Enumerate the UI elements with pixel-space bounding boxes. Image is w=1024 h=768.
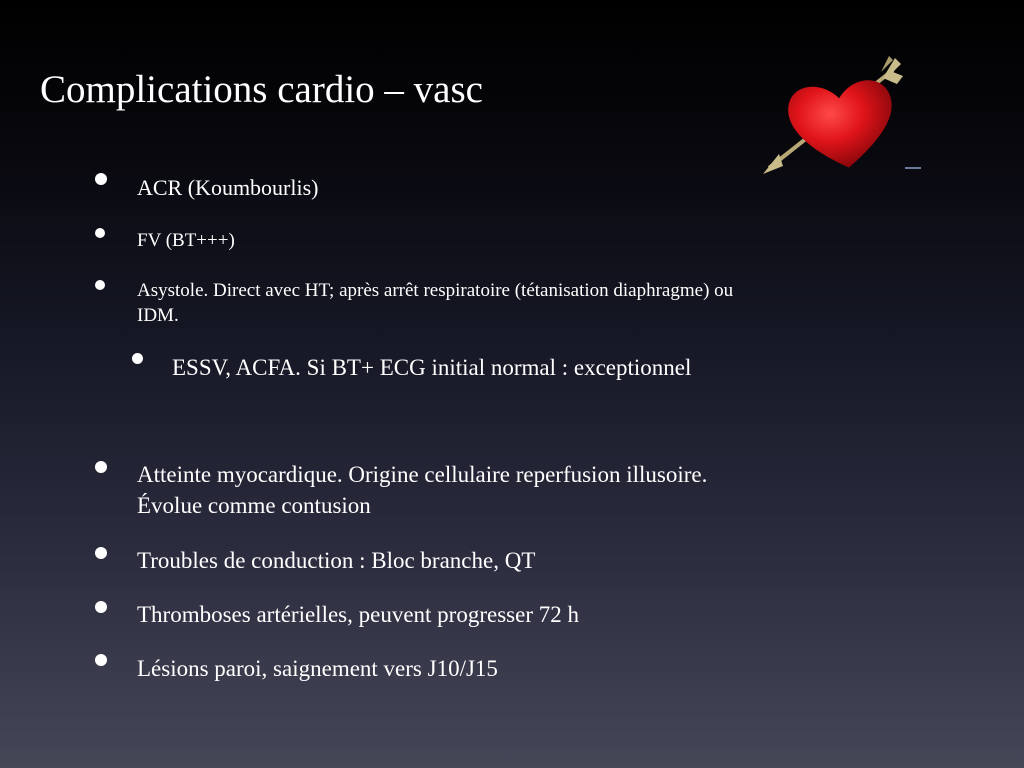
bullet-text-thromb: Thromboses artérielles, peuvent progresser 72 h xyxy=(137,602,579,627)
bullet-text-troubles: Troubles de conduction : Bloc branche, QT xyxy=(137,548,536,573)
bullet-text-acr: ACR (Koumbourlis) xyxy=(137,175,319,200)
bullet-text-asystole-line1: Asystole. Direct avec HT; après arrêt respiratoire (tétanisation diaphragme) ou xyxy=(137,280,734,301)
bullet-dot xyxy=(95,228,105,238)
bullet-text-lesions: Lésions paroi, saignement vers J10/J15 xyxy=(137,656,498,681)
slide-title: Complications cardio – vasc xyxy=(40,68,483,111)
bullet-dot xyxy=(95,461,107,473)
bullet-dot xyxy=(95,173,107,185)
heart-with-arrow-icon xyxy=(755,50,925,175)
bullet-text-asystole-line2: IDM. xyxy=(137,305,179,326)
bullet-dot xyxy=(132,353,143,364)
bullet-text-myocard-line1: Atteinte myocardique. Origine cellulaire reperfusion illusoire. xyxy=(137,462,708,487)
bullet-dot xyxy=(95,280,105,290)
bullet-text-fv: FV (BT+++) xyxy=(137,230,235,251)
bullet-dot xyxy=(95,547,107,559)
bullet-dot xyxy=(95,601,107,613)
bullet-dot xyxy=(95,654,107,666)
bullet-text-essv: ESSV, ACFA. Si BT+ ECG initial normal : exceptionnel xyxy=(172,355,692,380)
bullet-text-myocard-line2: Évolue comme contusion xyxy=(137,493,371,518)
